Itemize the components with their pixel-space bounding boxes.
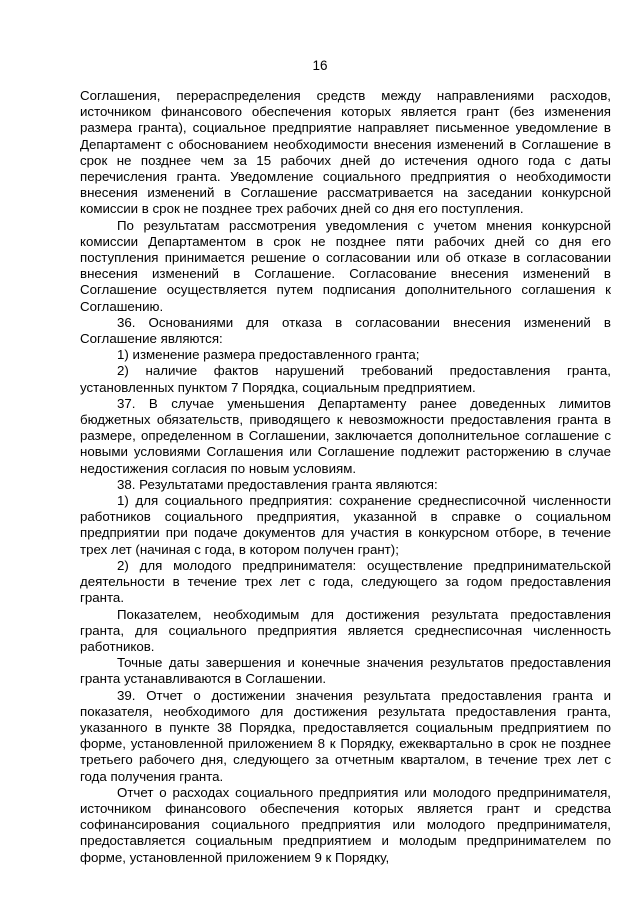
paragraph: Соглашения, перераспределения средств между направлениями расходов, источником финансового обеспечения которых является грант (без изменения размера гранта), социальное предприятие направляет письменное уведомление в Департамент с обоснованием необходимости внесения изменений в Соглашение в срок не позднее чем за 15 рабочих дней до истечения одного года с даты перечисления гранта. Уведомление социального предприятия о необходимости внесения изменений в Соглашение рассматривается на заседании конкурсной комиссии в срок не позднее трех рабочих дней со дня его поступления. [80, 88, 611, 217]
paragraph: 37. В случае уменьшения Департаменту ранее доведенных лимитов бюджетных обязательств, приводящего к невозможности предоставления гранта в размере, определенном в Соглашении, заключается дополнительное соглашение с новыми условиями Соглашения или Соглашение подлежит расторжению в случае недостижения согласия по новым условиям. [80, 395, 611, 476]
paragraph: По результатам рассмотрения уведомления с учетом мнения конкурсной комиссии Департаментом в срок не позднее пяти рабочих дней со дня его поступления принимается решение о согласовании или об отказе в согласовании внесения изменений в Соглашение. Согласование внесения изменений в Соглашение осуществляется путем подписания дополнительного соглашения к Соглашению. [80, 217, 611, 314]
paragraph: 38. Результатами предоставления гранта являются: [117, 476, 438, 492]
page-number: 16 [312, 58, 328, 73]
paragraph: 1) изменение размера предоставленного гранта; [117, 347, 420, 363]
paragraph: 36. Основаниями для отказа в согласовании внесения изменений в Соглашение являются: [80, 314, 611, 347]
paragraph: 2) наличие фактов нарушений требований предоставления гранта, установленных пунктом 7 Порядка, социальным предприятием. [80, 363, 611, 395]
paragraph: 1) для социального предприятия: сохранение среднесписочной численности работников социального предприятия, указанной в справке о социальном предприятии при подаче документов для участия в конкурсном отборе, в течение трех лет (начиная с года, в котором получен грант); [80, 493, 611, 557]
paragraph: Показателем, необходимым для достижения результата предоставления гранта, для социального предприятия является среднесписочная численность работников. [80, 606, 611, 654]
body-text [80, 88, 611, 866]
paragraph: Точные даты завершения и конечные значения результатов предоставления гранта устанавливаются в Соглашении. [80, 655, 611, 687]
paragraph: 39. Отчет о достижении значения результата предоставления гранта и показателя, необходимого для достижения результата предоставления гранта, указанного в пункте 38 Порядка, предоставляется социальным предприятием по форме, установленной приложением 8 к Порядку, ежеквартально в срок не позднее третьего рабочего дня, следующего за отчетным кварталом, в течение трех лет с года получения гранта. [80, 687, 611, 784]
paragraph: 2) для молодого предпринимателя: осуществление предпринимательской деятельности в течение трех лет с года, следующего за годом предоставления гранта. [80, 557, 611, 606]
paragraph: Отчет о расходах социального предприятия или молодого предпринимателя, источником финансового обеспечения которых является грант и средства софинансирования социального предприятия или молодого предпринимателя, предоставляется социальным предприятием и молодым предпринимателем по форме, установленной приложением 9 к Порядку, [80, 784, 611, 865]
